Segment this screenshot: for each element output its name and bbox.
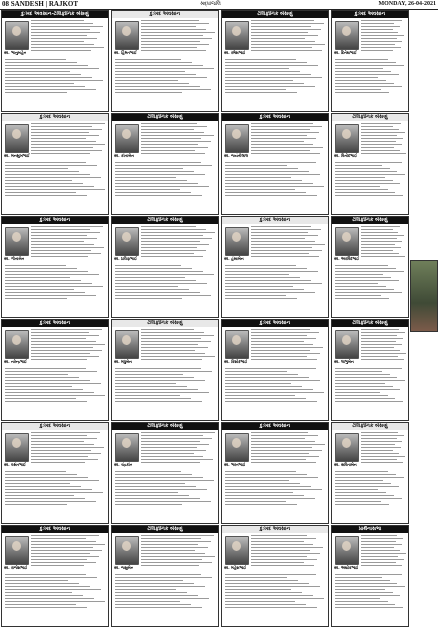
obituary-notice [1,422,109,524]
notice-body-text [251,123,326,156]
deceased-name: સ્વ. કિશોરભાઈ [224,359,248,364]
portrait-photo [225,21,249,50]
deceased-name: સ્વ. અશોકભાઈ [334,565,359,570]
notice-footer-text [115,368,216,404]
obituary-notice [331,525,409,627]
notice-footer-text [225,368,326,404]
portrait-photo [115,21,139,50]
obituary-notice [221,525,329,627]
notice-title: ટેલિફોનિક બેસણું [112,423,218,430]
notice-title: દુઃખદ અવસાન [222,217,328,224]
notice-body-text [31,226,106,259]
notice-body-text [141,226,216,259]
notice-body-text [361,432,406,465]
notice-footer-text [115,59,216,95]
deceased-name: સ્વ. હિંમતભાઈ [114,50,137,55]
notice-body-text [251,329,326,362]
notice-title: ટેલિફોનિક બેસણું [332,423,408,430]
obituary-notice [331,422,409,524]
notice-title: દુઃખદ અવસાન [2,114,108,121]
deceased-name: સ્વ. રમેશભાઈ [224,50,246,55]
notice-title: ટેલિફોનિક બેસણું [112,217,218,224]
obituary-notice [111,10,219,112]
portrait-photo [5,330,29,359]
notice-footer-text [115,265,216,301]
notice-title: દુઃખદ અવસાન [222,423,328,430]
deceased-name: સ્વ. પ્રવિણભાઈ [114,256,137,261]
notice-footer-text [5,574,106,610]
notice-footer-text [335,368,406,404]
notice-body-text [361,123,406,156]
obituary-notice [331,319,409,421]
notice-title: દુઃખદ અવસાન [222,320,328,327]
portrait-photo [5,536,29,565]
obituary-notice [111,422,219,524]
masthead-section: શ્રદ્ધાંજલિ [200,1,221,7]
portrait-photo [115,124,139,153]
notice-body-text [141,123,216,156]
notice-footer-text [225,574,326,610]
obituary-notice [1,216,109,318]
notice-body-text [31,535,106,568]
obituary-notice [1,113,109,215]
notice-footer-text [115,471,216,507]
portrait-photo [5,227,29,256]
notice-footer-text [225,265,326,301]
deceased-name: સ્વ. વસંતભાઈ [4,462,26,467]
notice-footer-text [225,59,326,95]
portrait-photo [5,433,29,462]
notice-body-text [141,535,216,568]
notice-body-text [361,20,406,53]
notice-title: દુઃખદ અવસાન [332,11,408,18]
portrait-photo [225,536,249,565]
deceased-name: સ્વ. સવિતાબેન [334,462,357,467]
notice-body-text [361,329,406,362]
notice-title: દુઃખદ અવસાન [2,320,108,327]
deceased-name: સ્વ. જશુબેન [114,565,134,570]
obituary-notice [1,525,109,627]
notice-footer-text [5,368,106,404]
notice-title: દુઃખદ અવસાન [112,11,218,18]
portrait-photo [5,124,29,153]
portrait-photo [335,330,359,359]
portrait-photo [225,433,249,462]
masthead-date: MONDAY, 26-04-2021 [378,1,436,7]
deceased-name: સ્વ. મનસુખભાઈ [4,153,30,158]
deceased-name: સ્વ. જયંતીલાલ [224,153,248,158]
obituary-notice [111,216,219,318]
notice-footer-text [335,574,406,610]
portrait-photo [115,536,139,565]
notice-title: ટેલિફોનિક બેસણું [332,217,408,224]
notice-body-text [31,123,106,156]
portrait-photo [225,330,249,359]
notice-body-text [361,226,406,259]
obituary-notice [111,113,219,215]
notice-title: ટેલિફોનિક બેસણું [332,320,408,327]
notice-title: દુઃખદ અવસાન [2,526,108,533]
obituary-notice [331,113,409,215]
notice-title: દુઃખદ અવસાન [2,423,108,430]
notice-footer-text [5,162,106,198]
obituary-notice [331,216,409,318]
portrait-photo [115,433,139,462]
notice-footer-text [115,574,216,610]
notice-body-text [251,226,326,259]
notice-title: દુઃખદ અવસાન-ટેલિફોનિક બેસણું [2,11,108,18]
obituary-notice [1,10,109,112]
portrait-photo [5,21,29,50]
notice-title: દુઃખદ અવસાન [2,217,108,224]
notice-footer-text [115,162,216,198]
notice-footer-text [335,162,406,198]
portrait-photo [225,124,249,153]
notice-footer-text [335,265,406,301]
portrait-photo [335,227,359,256]
deceased-name: સ્વ. ભાનુબહેન [4,50,27,55]
side-photo [410,260,438,332]
deceased-name: સ્વ. હંસાબેન [224,256,244,261]
obituary-notice [221,422,329,524]
notice-body-text [141,432,216,465]
deceased-name: સ્વ. કાંતાબેન [114,153,134,158]
notice-footer-text [5,265,106,301]
notice-body-text [251,535,326,568]
obituary-grid [1,10,437,631]
portrait-photo [115,330,139,359]
notice-body-text [251,20,326,53]
notice-body-text [31,432,106,465]
deceased-name: સ્વ. નરેન્દ્રભાઈ [4,359,27,364]
obituary-notice [221,10,329,112]
obituary-notice [111,525,219,627]
obituary-notice [111,319,219,421]
deceased-name: સ્વ. ભરતભાઈ [224,462,246,467]
notice-footer-text [5,471,106,507]
notice-title: દુઃખદ અવસાન [222,526,328,533]
masthead [0,0,438,10]
masthead-paper-name: 08 SANDESH | RAJKOT [2,0,79,8]
obituary-notice [221,216,329,318]
obituary-notice [221,113,329,215]
notice-body-text [31,20,106,53]
notice-body-text [31,329,106,362]
notice-footer-text [225,471,326,507]
notice-body-text [141,329,216,362]
notice-title: ટેલિફોનિક બેસણું [112,526,218,533]
notice-footer-text [225,162,326,198]
notice-title: ટેલિફોનિક બેસણું [112,114,218,121]
obituary-notice [1,319,109,421]
notice-footer-text [335,471,406,507]
notice-body-text [141,20,216,53]
notice-title: દુઃખદ અવસાન [222,114,328,121]
deceased-name: સ્વ. મહેશભાઈ [224,565,247,570]
deceased-name: સ્વ. લાભુબેન [334,359,354,364]
portrait-photo [335,21,359,50]
portrait-photo [115,227,139,256]
portrait-photo [335,433,359,462]
notice-body-text [251,432,326,465]
portrait-photo [335,124,359,153]
notice-title: પ્રાર્થનાસભા [332,526,408,533]
notice-body-text [361,535,406,568]
obituary-notice [331,10,409,112]
portrait-photo [335,536,359,565]
deceased-name: સ્વ. ગીતાબેન [4,256,25,261]
notice-title: ટેલિફોનિક બેસણું [112,320,218,327]
portrait-photo [225,227,249,256]
deceased-name: સ્વ. અરવિંદભાઈ [334,256,360,261]
deceased-name: સ્વ. દિનેશભાઈ [334,50,357,55]
deceased-name: સ્વ. મધુબેન [114,359,132,364]
notice-footer-text [5,59,106,95]
obituary-notice [221,319,329,421]
notice-footer-text [335,59,406,95]
deceased-name: સ્વ. રાજેશભાઈ [4,565,28,570]
notice-title: ટેલિફોનિક બેસણું [222,11,328,18]
deceased-name: સ્વ. વિનોદભાઈ [334,153,358,158]
notice-title: ટેલિફોનિક બેસણું [332,114,408,121]
deceased-name: સ્વ. ચંદ્રકાંત [114,462,133,467]
